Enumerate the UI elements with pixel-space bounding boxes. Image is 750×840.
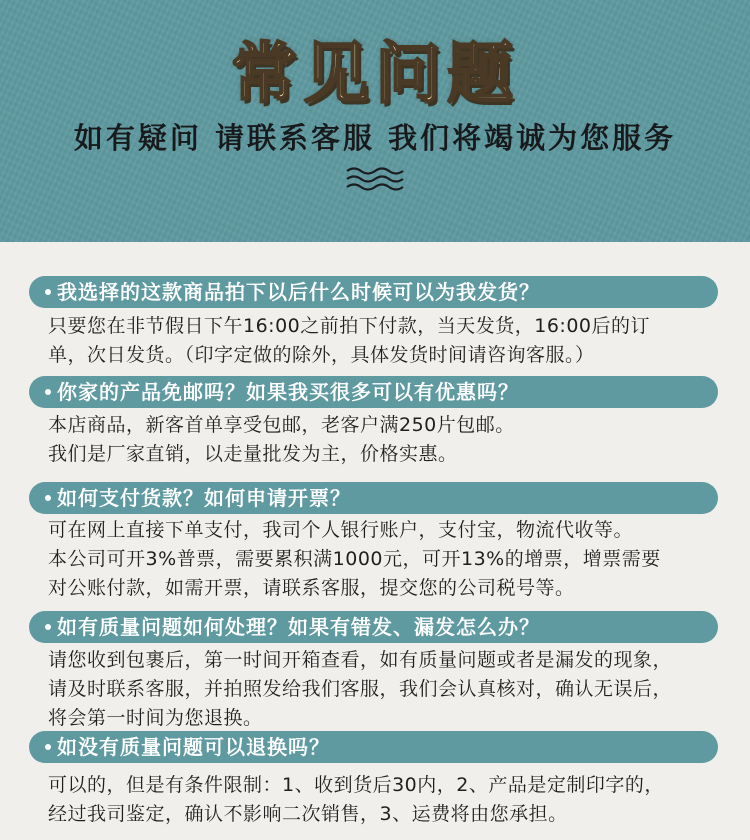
- faq-question-1: [29, 276, 718, 308]
- faq-answer-line: 经过我司鉴定，确认不影响二次销售，3、运费将由您承担。: [48, 803, 568, 825]
- header-banner: [0, 0, 750, 242]
- dot-icon: [45, 289, 51, 295]
- faq-answer-line: 本店商品，新客首单享受包邮，老客户满250片包邮。: [48, 414, 515, 436]
- faq-question-text: 如没有质量问题可以退换吗？: [57, 735, 330, 759]
- faq-answer-5: [48, 771, 738, 829]
- faq-answer-line: 请您收到包裹后，第一时间开箱查看，如有质量问题或者是漏发的现象，: [48, 649, 673, 671]
- faq-question-5: [29, 731, 718, 763]
- faq-answer-line: 本公司可开3%普票，需要累积满1000元，可开13%的增票，增票需要: [48, 548, 661, 570]
- dot-icon: [45, 624, 51, 630]
- wave-lines-icon: [345, 166, 405, 192]
- faq-question-text: 我选择的这款商品拍下以后什么时候可以为我发货？: [57, 280, 540, 304]
- faq-answer-1: [48, 312, 738, 370]
- faq-question-text: 如何支付货款？如何申请开票？: [57, 486, 351, 510]
- faq-answer-4: [48, 646, 738, 733]
- page-title: 常见问题: [231, 35, 519, 112]
- dot-icon: [45, 495, 51, 501]
- faq-answer-line: 可在网上直接下单支付，我司个人银行账户，支付宝，物流代收等。: [48, 519, 634, 541]
- faq-answer-line: 可以的，但是有条件限制：1、收到货后30内，2、产品是定制印字的，: [48, 774, 664, 796]
- faq-question-text: 如有质量问题如何处理？如果有错发、漏发怎么办？: [57, 615, 540, 639]
- faq-question-4: [29, 611, 718, 643]
- faq-answer-line: 将会第一时间为您退换。: [48, 707, 263, 729]
- faq-question-3: [29, 482, 718, 514]
- faq-question-text: 你家的产品免邮吗？如果我买很多可以有优惠吗？: [57, 380, 519, 404]
- faq-answer-line: 只要您在非节假日下午16:00之前拍下付款，当天发货，16:00后的订: [48, 315, 651, 337]
- faq-answer-line: 请及时联系客服，并拍照发给我们客服，我们会认真核对，确认无误后，: [48, 678, 673, 700]
- faq-answer-2: [48, 411, 738, 469]
- faq-answer-line: 对公账付款，如需开票，请联系客服，提交您的公司税号等。: [48, 577, 575, 599]
- faq-answer-line: 我们是厂家直销，以走量批发为主，价格实惠。: [48, 443, 458, 465]
- faq-answer-line: 单，次日发货。（印字定做的除外，具体发货时间请咨询客服。）: [48, 344, 595, 366]
- dot-icon: [45, 744, 51, 750]
- dot-icon: [45, 389, 51, 395]
- faq-answer-3: [48, 516, 738, 603]
- faq-question-2: [29, 376, 718, 408]
- page-subtitle: 如有疑问 请联系客服 我们将竭诚为您服务: [73, 121, 677, 155]
